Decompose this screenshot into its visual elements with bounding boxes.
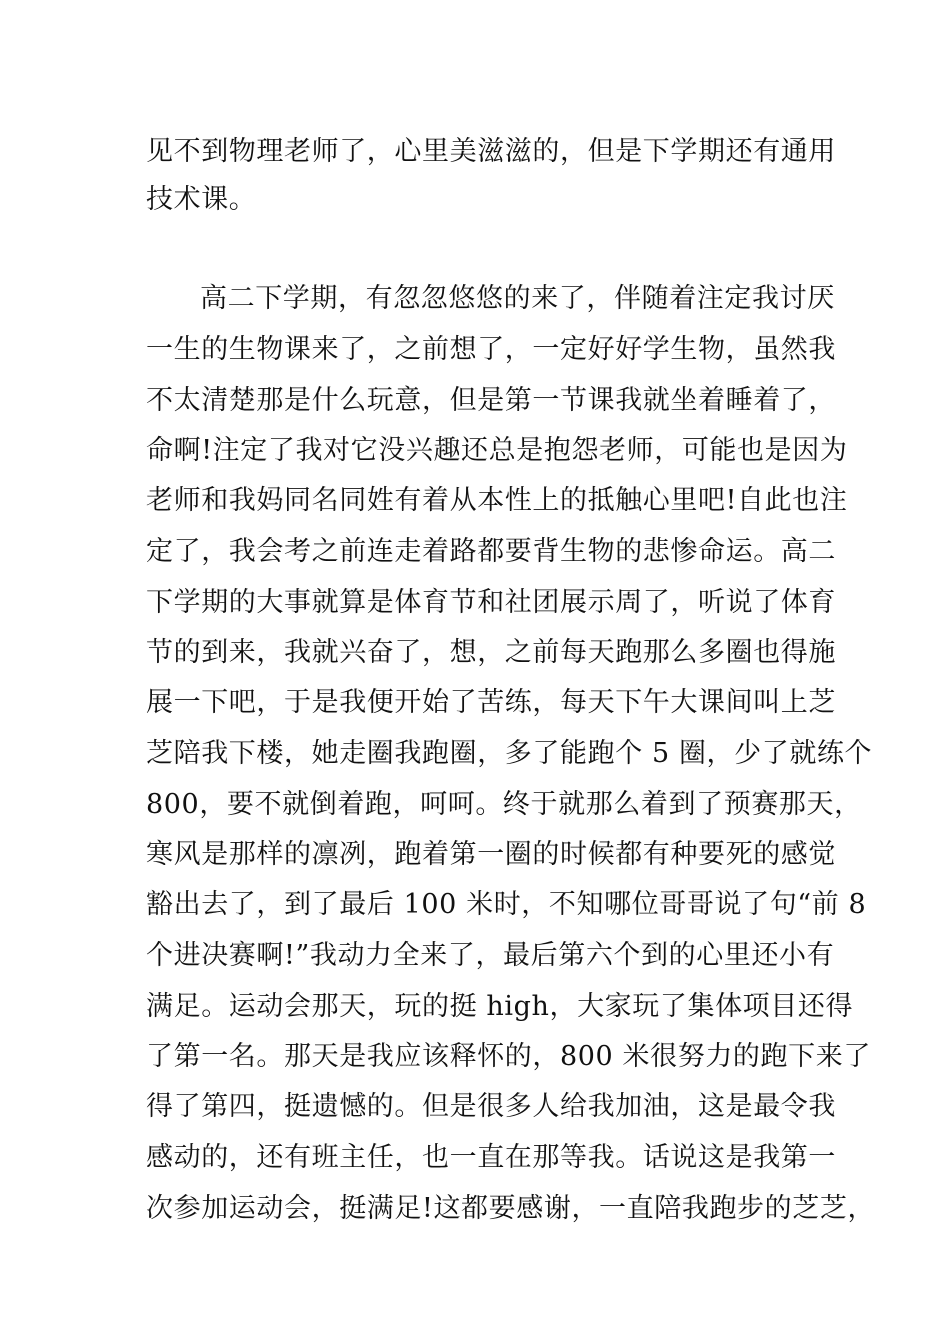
text-line: 展一下吧，于是我便开始了苦练，每天下午大课间叫上芝 xyxy=(146,687,836,718)
text-line: 个进决赛啊!”我动力全来了，最后第六个到的心里还小有 xyxy=(146,940,835,971)
text-line: 技术课。 xyxy=(146,184,257,215)
text-line: 得了第四，挺遗憾的。但是很多人给我加油，这是最令我 xyxy=(146,1091,836,1122)
text-line: 寒风是那样的凛冽，跑着第一圈的时候都有种要死的感觉 xyxy=(146,839,836,870)
text-line: 次参加运动会，挺满足!这都要感谢，一直陪我跑步的芝芝， xyxy=(146,1193,876,1224)
text-line: 不太清楚那是什么玩意，但是第一节课我就坐着睡着了， xyxy=(146,385,836,416)
text-line: 节的到来，我就兴奋了，想，之前每天跑那么多圈也得施 xyxy=(146,637,836,668)
text-line: 满足。运动会那天，玩的挺 high，大家玩了集体项目还得 xyxy=(146,991,854,1022)
text-line: 了第一名。那天是我应该释怀的，800 米很努力的跑下来了 xyxy=(146,1041,871,1072)
text-line: 800，要不就倒着跑，呵呵。终于就那么着到了预赛那天， xyxy=(146,789,862,820)
text-line: 定了，我会考之前连走着路都要背生物的悲惨命运。高二 xyxy=(146,536,836,567)
text-line: 下学期的大事就算是体育节和社团展示周了，听说了体育 xyxy=(146,587,836,618)
text-line: 一生的生物课来了，之前想了，一定好好学生物，虽然我 xyxy=(146,334,836,365)
text-line: 见不到物理老师了，心里美滋滋的，但是下学期还有通用 xyxy=(146,136,836,167)
text-line: 芝陪我下楼，她走圈我跑圈，多了能跑个 5 圈，少了就练个 xyxy=(146,738,873,769)
text-line: 命啊!注定了我对它没兴趣还总是抱怨老师，可能也是因为 xyxy=(146,435,848,466)
text-line: 老师和我妈同名同姓有着从本性上的抵触心里吧!自此也注 xyxy=(146,485,848,516)
text-line: 高二下学期，有忽忽悠悠的来了，伴随着注定我讨厌 xyxy=(200,283,835,314)
text-line: 豁出去了，到了最后 100 米时，不知哪位哥哥说了句“前 8 xyxy=(146,889,867,920)
text-line: 感动的，还有班主任，也一直在那等我。话说这是我第一 xyxy=(146,1142,836,1173)
